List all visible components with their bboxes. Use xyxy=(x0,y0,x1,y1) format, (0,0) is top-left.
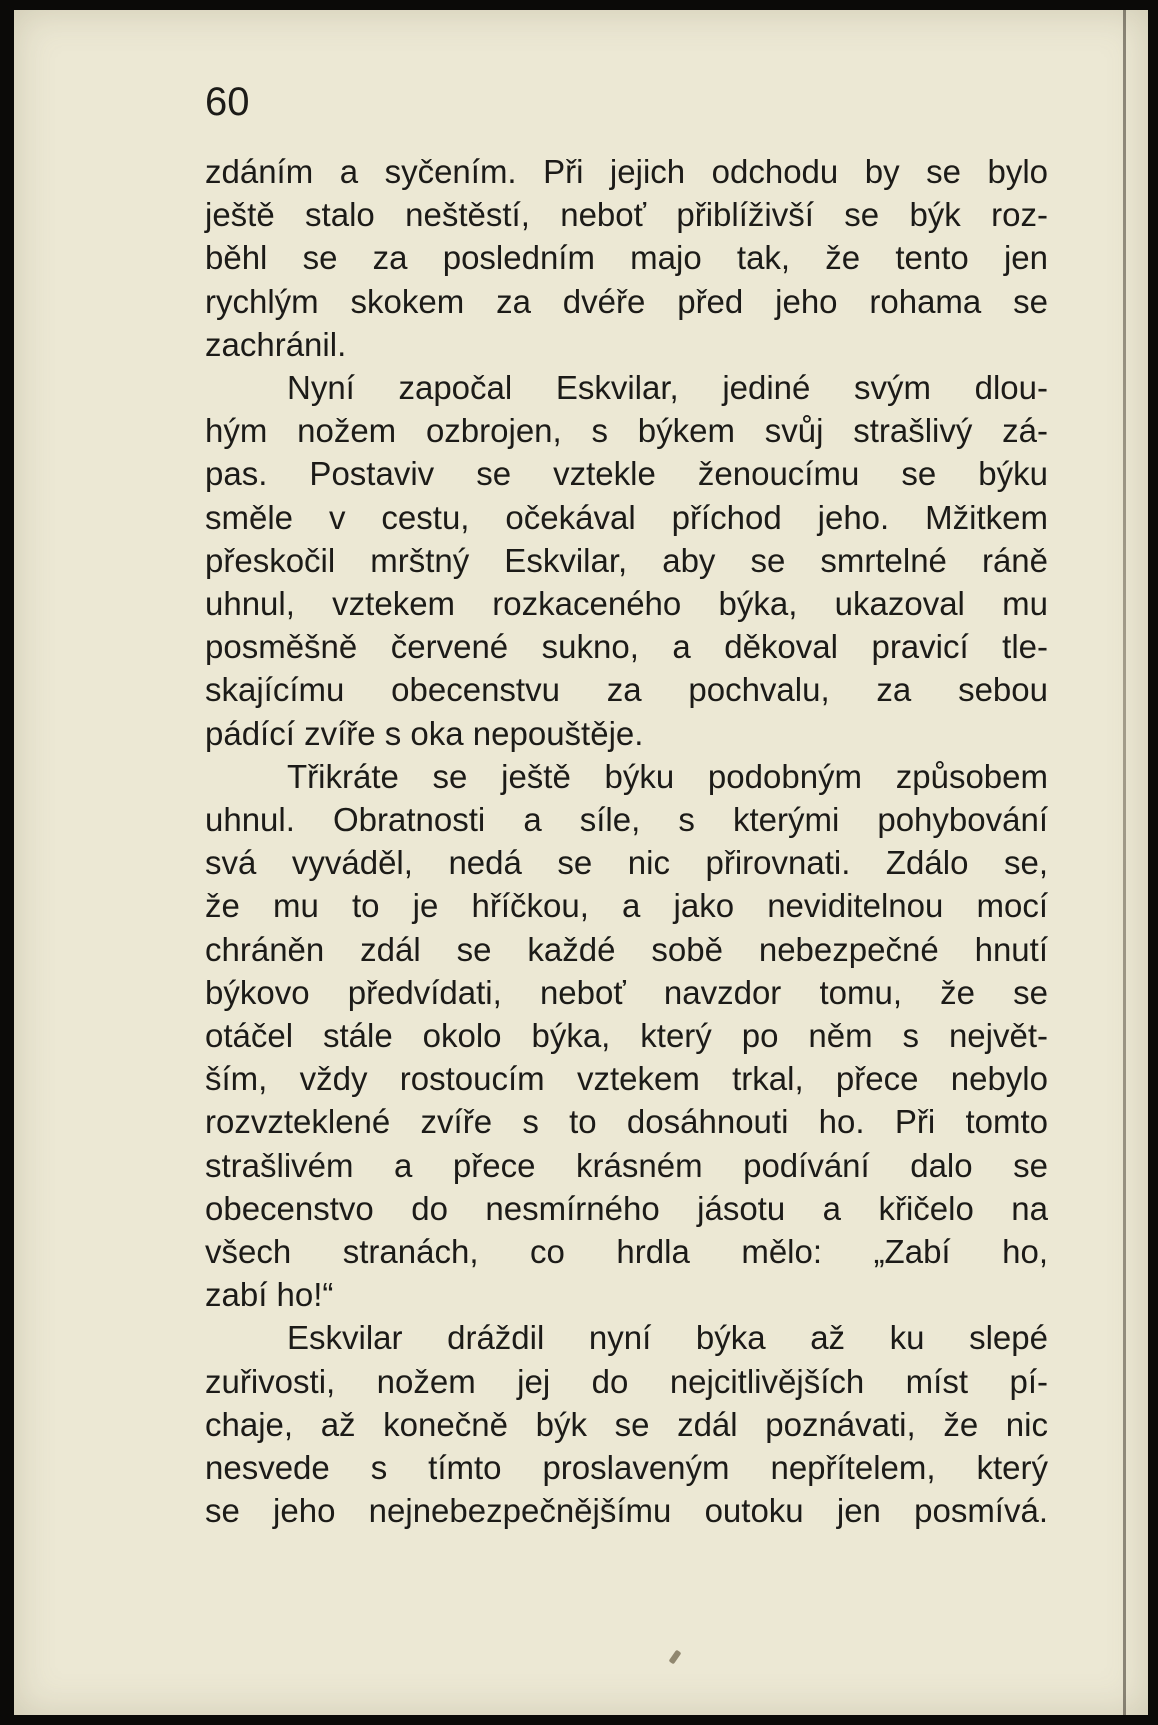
text-line: se jeho nejnebezpečnějšímu outoku jen posmívá. xyxy=(205,1492,1048,1530)
book-page xyxy=(14,10,1148,1715)
text-line: otáčel stále okolo býka, který po něm s největ- xyxy=(205,1017,1048,1055)
text-line: býkovo předvídati, neboť navzdor tomu, že se xyxy=(205,973,1048,1011)
text-line: skajícímu obecenstvu za pochvalu, za sebou xyxy=(205,671,1048,709)
text-line: chráněn zdál se každé sobě nebezpečné hnutí xyxy=(205,930,1048,968)
ink-speck xyxy=(669,1650,682,1665)
text-line: pas. Postaviv se vztekle ženoucímu se býku xyxy=(205,455,1048,493)
text-line: že mu to je hříčkou, a jako neviditelnou mocí xyxy=(205,887,1048,925)
text-line: Třikráte se ještě býku podobným způsobem xyxy=(287,757,1048,795)
text-line: přeskočil mrštný Eskvilar, aby se smrtelné ráně xyxy=(205,541,1048,579)
text-line: pádící zvíře s oka nepouštěje. xyxy=(205,714,644,752)
text-line: chaje, až konečně býk se zdál poznávati, že nic xyxy=(205,1405,1048,1443)
text-line: Nyní započal Eskvilar, jediné svým dlou- xyxy=(287,369,1048,407)
text-line: zachránil. xyxy=(205,325,347,363)
text-line: směle v cestu, očekával příchod jeho. Mžitkem xyxy=(205,498,1048,536)
text-line: uhnul, vztekem rozkaceného býka, ukazoval mu xyxy=(205,585,1048,623)
text-line: běhl se za posledním majo tak, že tento jen xyxy=(205,239,1048,277)
text-line: rozvzteklené zvíře s to dosáhnouti ho. Při tomto xyxy=(205,1103,1048,1141)
text-line: hým nožem ozbrojen, s býkem svůj strašlivý zá- xyxy=(205,412,1048,450)
text-line: Eskvilar dráždil nyní býka až ku slepé xyxy=(287,1319,1048,1357)
text-line: všech stranách, co hrdla mělo: „Zabí ho, xyxy=(205,1233,1048,1271)
text-line: uhnul. Obratnosti a síle, s kterými pohybování xyxy=(205,801,1048,839)
text-line: nesvede s tímto proslaveným nepřítelem, který xyxy=(205,1449,1048,1487)
text-line: posměšně červené sukno, a děkoval pravicí tle- xyxy=(205,628,1048,666)
text-line: zabí ho!“ xyxy=(205,1276,334,1314)
page-fold-line xyxy=(1123,10,1126,1715)
text-line: ještě stalo neštěstí, neboť přiblíživší se býk roz- xyxy=(205,196,1048,234)
text-line: svá vyváděl, nedá se nic přirovnati. Zdálo se, xyxy=(205,844,1048,882)
text-line: zdáním a syčením. Při jejich odchodu by se bylo xyxy=(205,153,1048,190)
text-line: rychlým skokem za dvéře před jeho rohama se xyxy=(205,282,1048,320)
page-number: 60 xyxy=(205,80,250,124)
body-text xyxy=(205,150,1048,1533)
text-line: ším, vždy rostoucím vztekem trkal, přece nebylo xyxy=(205,1060,1048,1098)
text-line: strašlivém a přece krásném podívání dalo se xyxy=(205,1146,1048,1184)
text-line: zuřivosti, nožem jej do nejcitlivějších míst pí- xyxy=(205,1362,1048,1400)
text-line: obecenstvo do nesmírného jásotu a křičelo na xyxy=(205,1189,1048,1227)
